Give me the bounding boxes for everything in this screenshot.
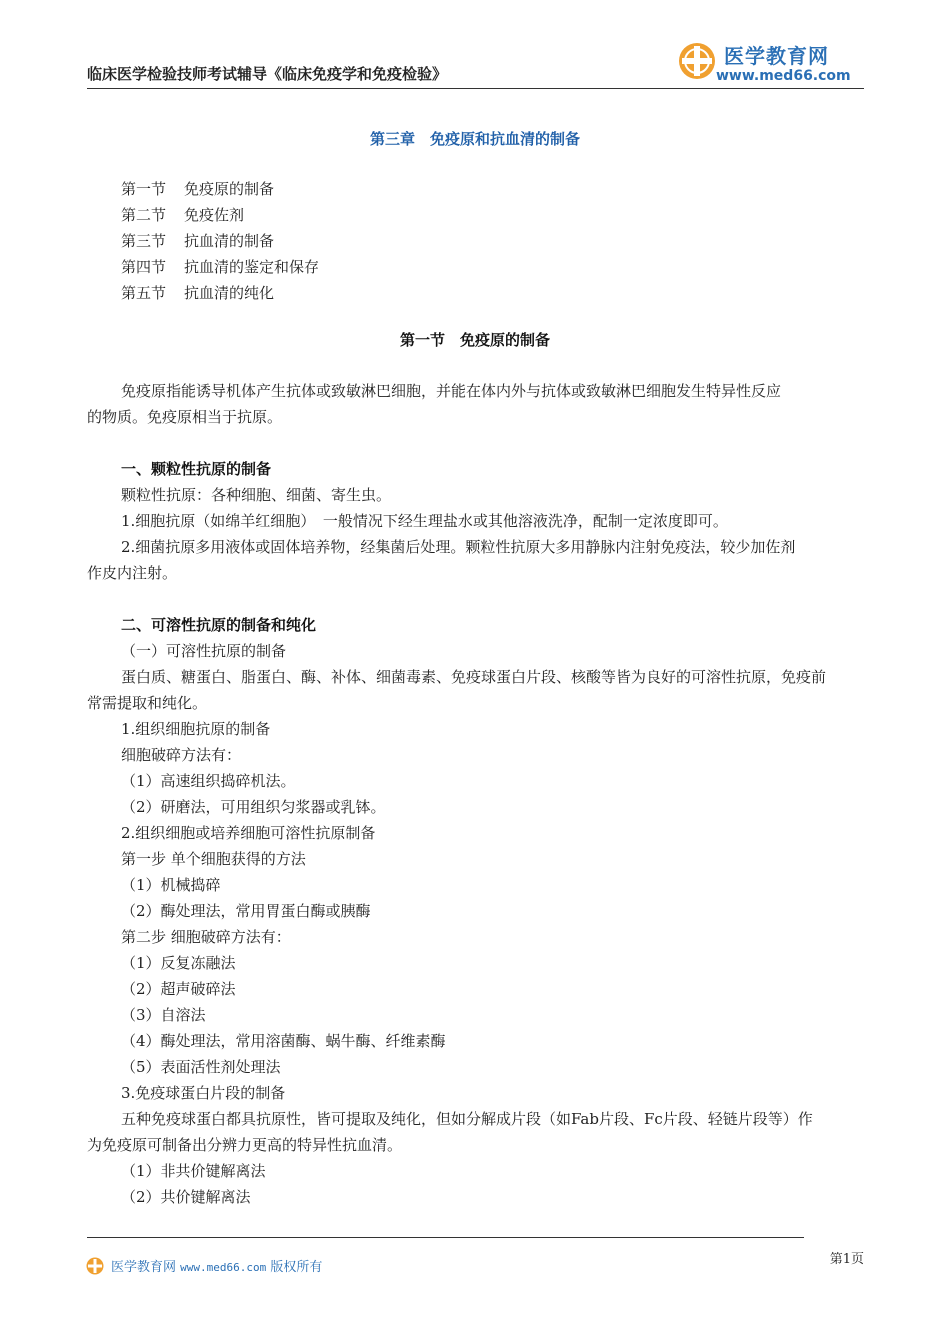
paragraph-line: 第一步 单个细胞获得的方法 bbox=[121, 850, 306, 868]
toc-num: 第四节 bbox=[121, 258, 167, 276]
toc-item-2 bbox=[121, 205, 244, 225]
footer-brand: 医学教育网 bbox=[111, 1260, 177, 1275]
paragraph-line: 作皮内注射。 bbox=[87, 564, 178, 582]
paragraph-line: 的物质。免疫原相当于抗原。 bbox=[87, 408, 283, 426]
page-header bbox=[87, 38, 864, 89]
chapter-title: 第三章 免疫原和抗血清的制备 bbox=[369, 130, 580, 148]
med-cross-logo-icon bbox=[678, 42, 716, 80]
page-number: 第1页 bbox=[829, 1252, 864, 1267]
paragraph-line: （2）研磨法，可用组织匀浆器或乳钵。 bbox=[121, 798, 386, 816]
toc-title: 抗血清的制备 bbox=[184, 232, 275, 250]
paragraph-line: （1）机械捣碎 bbox=[121, 876, 221, 894]
toc-num: 第二节 bbox=[121, 206, 167, 224]
header-title: 临床医学检验技师考试辅导《临床免疫学和免疫检验》 bbox=[87, 65, 448, 83]
paragraph-line: 2.细菌抗原多用液体或固体培养物，经集菌后处理。颗粒性抗原大多用静脉内注射免疫法，较少加佐剂 bbox=[121, 538, 796, 556]
toc-title: 免疫佐剂 bbox=[184, 206, 245, 224]
paragraph-line: 为免疫原可制备出分辨力更高的特异性抗血清。 bbox=[87, 1136, 403, 1154]
paragraph-line: （2）酶处理法，常用胃蛋白酶或胰酶 bbox=[121, 902, 371, 920]
toc-item-3 bbox=[121, 231, 274, 251]
paragraph-line: （3）自溶法 bbox=[121, 1006, 206, 1024]
paragraph-line: （4）酶处理法，常用溶菌酶、蜗牛酶、纤维素酶 bbox=[121, 1032, 446, 1050]
paragraph-line: 1.细胞抗原（如绵羊红细胞） 一般情况下经生理盐水或其他溶液洗净，配制一定浓度即可。 bbox=[121, 512, 728, 530]
toc-num: 第五节 bbox=[121, 284, 167, 302]
paragraph-line: （一）可溶性抗原的制备 bbox=[121, 642, 287, 660]
toc-title: 抗血清的鉴定和保存 bbox=[184, 258, 320, 276]
toc-item-1 bbox=[121, 179, 274, 199]
paragraph-line: （1）非共价键解离法 bbox=[121, 1162, 266, 1180]
paragraph-line: （1）高速组织捣碎机法。 bbox=[121, 772, 296, 790]
paragraph-line: 蛋白质、糖蛋白、脂蛋白、酶、补体、细菌毒素、免疫球蛋白片段、核酸等皆为良好的可溶性抗原，免疫前 bbox=[121, 668, 827, 686]
footer-copyright bbox=[111, 1256, 322, 1275]
paragraph-line: 3.免疫球蛋白片段的制备 bbox=[121, 1084, 286, 1102]
toc-item-4 bbox=[121, 257, 319, 277]
subsection-heading: 二、可溶性抗原的制备和纯化 bbox=[121, 616, 317, 634]
paragraph-line: 2.组织细胞或培养细胞可溶性抗原制备 bbox=[121, 824, 376, 842]
toc-num: 第一节 bbox=[121, 180, 167, 198]
paragraph-line: （1）反复冻融法 bbox=[121, 954, 236, 972]
med-cross-logo-icon bbox=[86, 1257, 104, 1275]
subsection-heading: 一、颗粒性抗原的制备 bbox=[121, 460, 272, 478]
section-title: 第一节 免疫原的制备 bbox=[399, 331, 550, 349]
paragraph-line: 五种免疫球蛋白都具抗原性，皆可提取及纯化，但如分解成片段（如Fab片段、Fc片段、轻链片段等）作 bbox=[121, 1110, 813, 1128]
site-logo[interactable] bbox=[678, 40, 850, 84]
paragraph-line: 第二步 细胞破碎方法有： bbox=[121, 928, 291, 946]
paragraph-line: 颗粒性抗原：各种细胞、细菌、寄生虫。 bbox=[121, 486, 392, 504]
footer-rights: 版权所有 bbox=[270, 1260, 323, 1275]
paragraph-line: 常需提取和纯化。 bbox=[87, 694, 208, 712]
footer-url[interactable]: www.med66.com bbox=[180, 1261, 267, 1274]
paragraph-line: （2）共价键解离法 bbox=[121, 1188, 251, 1206]
toc-title: 抗血清的纯化 bbox=[184, 284, 275, 302]
paragraph-line: （2）超声破碎法 bbox=[121, 980, 236, 998]
paragraph-line: 免疫原指能诱导机体产生抗体或致敏淋巴细胞，并能在体内外与抗体或致敏淋巴细胞发生特异性反应 bbox=[121, 382, 782, 400]
footer-divider bbox=[87, 1237, 804, 1238]
paragraph-line: 细胞破碎方法有： bbox=[121, 746, 242, 764]
paragraph-line: （5）表面活性剂处理法 bbox=[121, 1058, 281, 1076]
toc-num: 第三节 bbox=[121, 232, 167, 250]
toc-item-5 bbox=[121, 283, 274, 303]
logo-name: 医学教育网 bbox=[724, 44, 829, 68]
paragraph-line: 1.组织细胞抗原的制备 bbox=[121, 720, 271, 738]
logo-url[interactable]: www.med66.com bbox=[716, 68, 851, 84]
toc-title: 免疫原的制备 bbox=[184, 180, 275, 198]
